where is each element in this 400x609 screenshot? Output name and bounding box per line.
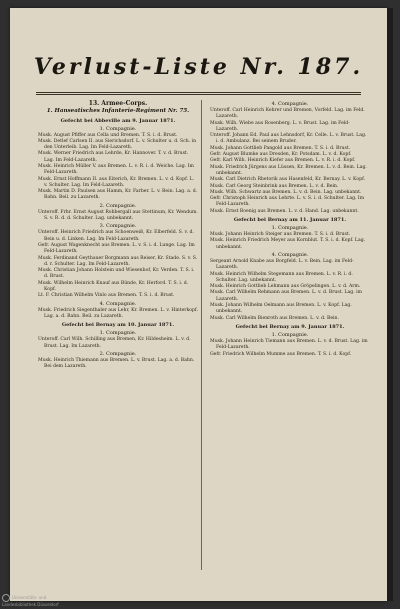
gefecht-heading: Gefecht bei Abbeville am 9. Januar 1871. [60, 117, 176, 124]
library-watermark [2, 594, 59, 607]
casualty-entry: Musk. Detlef Carlsen II. aus Sierichsdorf. L. v. Schulter u. d. Sch. in den Unterleib. Lag. Im Feld-Lazareth. [38, 138, 197, 151]
casualty-entry: Musk. Friedrich Siegenthaler aus Lehr, Kr. Bremen. L. v. Hinterkopf. Lag. a. d. Bahn. Beil. zu Lazareth. [38, 307, 198, 319]
casualty-entry: Musk. Martin D. Paulsen aus Hamm, Kr. Farber. L. v. Bein. Lag. a. d. Bahn. Beil. zu Lazareth. [38, 189, 198, 201]
casualty-entry: Unteroff. Carl Heinrich Kehrer und Bremen, Vorfeld. Lag. im Feld. Lazareth. [210, 108, 365, 120]
casualty-entry: Musk. Heinrich Friedrich Meyer aus Kornblut. T. S. i. d. Kopf. Lag. unbekannt. [210, 238, 366, 250]
casualty-entry: Musk. Heinrich Müller V. aus Bremen. L. v. R. i. d. Weiche. Lag. Im Feld-Lazareth. [38, 163, 194, 176]
company-heading: 3. Compagnie. [99, 223, 137, 230]
company-heading: 1. Compagnie. [271, 225, 309, 232]
casualty-entry: Gefr. August Wagenknecht aus Bremen. L. v. S. i. d. Lunge. Lag. Im Feld-Lazareth. [38, 242, 195, 255]
casualty-entry: Gefr. August Blumke aus Dresden, Kr. Potsdam. L. v. d. Kopf. [210, 152, 352, 158]
gefecht-heading: Gefecht bei Bernay am 9. Januar 1871. [235, 323, 345, 330]
casualty-entry: Gefr. Friedrich Wilhelm Mumme aus Bremen. T. S. i. d. Kopf. [210, 351, 352, 357]
casualty-entry: Musk. Carl Georg Steinbrink aus Bremen. L. v. d. Bein. [210, 183, 339, 189]
company-heading: 1. Compagnie. [99, 125, 137, 132]
casualty-entry: Musk. Johann Wilhelm Oelmann aus Bremen. L. v. Kopf. Lag. unbekannt. [210, 303, 352, 315]
company-heading: 4. Compagnie. [99, 300, 137, 307]
casualty-entry: Musk. Werner Friedrich aus Lehrde, Kr. Hannover. T. v. d. Brust. Lag. Im Feld-Lazareth. [38, 151, 189, 163]
casualty-entry: Unteroff. Heinrich Friedrich aus Schoenweiß, Kr. Elberfeld. S. v. d. Bein u. d. Linken. Lag. Im Feld-Lazareth. [38, 230, 194, 242]
right-column [210, 100, 370, 578]
watermark-line1: Universitäts- und [12, 595, 47, 600]
left-column [38, 100, 198, 578]
page-edge [387, 8, 393, 601]
casualty-entry: Musk. Carl Wilhelm Bienroth aus Bremen. L. v. d. Bein. [210, 315, 339, 321]
casualty-entry: Musk. Heinrich Gottlieb Lehmann aus Gröpelingen. L. v. d. Arm. [210, 284, 361, 290]
casualty-entry: Musk. Heinrich Thiemann aus Bremen. L. v. Brust. Lag. a. d. Bahn. Bei dem Lazareth. [38, 357, 195, 370]
gefecht-heading: Gefecht bei Bernay am 10. Januar 1871. [61, 322, 175, 329]
casualty-entry: Unteroff. Frhr. Ernst August Rohbergall aus Stettinum, Kr. Wendum. S. v. R. d. d. Schulter. Lag. unbekannt. [38, 209, 198, 222]
column-divider [201, 100, 202, 570]
company-heading: 4. Compagnie. [271, 251, 309, 258]
company-heading: 2. Compagnie. [99, 202, 137, 209]
casualty-entry: Musk. Friedrich Jürgens aus Lüssen, Kr. Bremen. L. v. d. Bein. Lag. unbekannt. [210, 164, 367, 176]
casualty-entry: Unteroff. Carl Wilh. Schilling aus Bremen, Kr. Hildesheim. L. v. d. Brust. Lag. Im Lazareth. [38, 337, 191, 349]
casualty-entry: Musk. Wilhelm Heinrich Knauf aus Bünde, Kr. Herford. T. S. i. d. Kopf. [38, 280, 189, 293]
casualty-entry: Musk. Johann Heinrich Tiemann aus Bremen. L. v. d. Brust. Lag. im Feld-Lazareth. [210, 338, 368, 351]
casualty-entry: Musk. Ferdinand Geythauer Borgmann aus Reiser, Kr. Stade. S. v. S. d. r. Schulter. Lag. Im Feld-Lazareth. [38, 255, 198, 267]
casualty-entry: Musk. Carl Dietrich Rhetorik aus Hasenfeld, Kr. Bernay. L. v. Kopf. [210, 177, 366, 183]
casualty-entry: Musk. Johann Gottlieb Pangold aus Bremen. T. S. i. d. Brust. [210, 145, 351, 151]
casualty-entry: Musk. August Pfiffer aus Cella und Bremen. T. S. i. d. Brust. [38, 132, 178, 138]
library-logo-icon [2, 594, 10, 602]
casualty-entry: Musk. Christian Johann Holstein und Wiesenhof, Kr. Verden. T. S. i. d. Brust. [38, 268, 195, 280]
title-rule [36, 94, 361, 95]
casualty-entry: Unteroff. Johann Ed. Paul aus Lehnsdorf, Kr. Celle. L. v. Brust. Lag. i. d. Ambulanz. Bei seinem Bruder. [210, 133, 367, 145]
company-heading: 1. Compagnie. [271, 331, 309, 338]
casualty-entry: Gefr. Karl Wilh. Heinrich Kiefer aus Bremen. L. v. R. i. d. Kopf. [210, 158, 356, 164]
casualty-entry: Musk. Johann Heinrich Steiger aus Bremen. T. S. i. d. Brust. [210, 232, 351, 238]
casualty-entry: Musk. Wilh. Schwartz aus Bremen. L. v. d. Bein. Lag. unbekannt. [210, 189, 362, 195]
casualty-entry: Gefr. Christoph Heinrich aus Lehrte. L. v. S. i. d. Schulter. Lag. Im Feld-Lazareth. [210, 196, 365, 208]
casualty-entry: Musk. Ernst Hoffmann II. aus Eiterich, Kr. Bremen. L. v. d. Kopf. L. v. Schulter. Lag. Im Feld-Lazareth. [38, 176, 195, 188]
company-heading: 1. Compagnie. [99, 330, 137, 337]
corps-heading: 13. Armee-Corps. [88, 100, 148, 107]
watermark-line2: Landesbibliothek Düsseldorf [2, 602, 59, 607]
company-heading: 4. Compagnie. [271, 101, 309, 107]
casualty-entry: Musk. Heinrich Wilhelm Stegemann aus Bremen. L. v. R. i. d. Schulter. Lag. unbekannt. [210, 271, 353, 283]
casualty-entry: Musk. Ernst Boenig aus Bremen. L. v. d. Hand. Lag. unbekannt. [210, 208, 359, 214]
title-rule [36, 92, 361, 93]
casualty-entry: Lt. F. Christian Wilhelm Vinlo aus Bremen. T. S. i. d. Brust. [38, 293, 175, 299]
regiment-heading: 1. Hanseatisches Infanterie-Regiment Nr. 75. [46, 108, 190, 114]
casualty-entry: Musk. Carl Wilhelm Rehmann aus Bremen. L. v. d. Brust. Lag. im Lazareth. [210, 290, 362, 302]
gefecht-heading: Gefecht bei Bernay am 11. Januar 1871. [233, 217, 347, 224]
newspaper-page [10, 8, 387, 601]
company-heading: 2. Compagnie. [99, 350, 137, 357]
casualty-entry: Musk. Wilh. Wiebe aus Rosenberg. L. v. Brust. Lag. im Feld-Lazareth. [210, 120, 350, 132]
casualty-entry: Sergeant Arnold Knabe aus Borgfeld. L. v. Bein. Lag. im Feld-Lazareth. [210, 258, 354, 271]
page-title: Verlust-Liste Nr. 187. [33, 54, 364, 80]
